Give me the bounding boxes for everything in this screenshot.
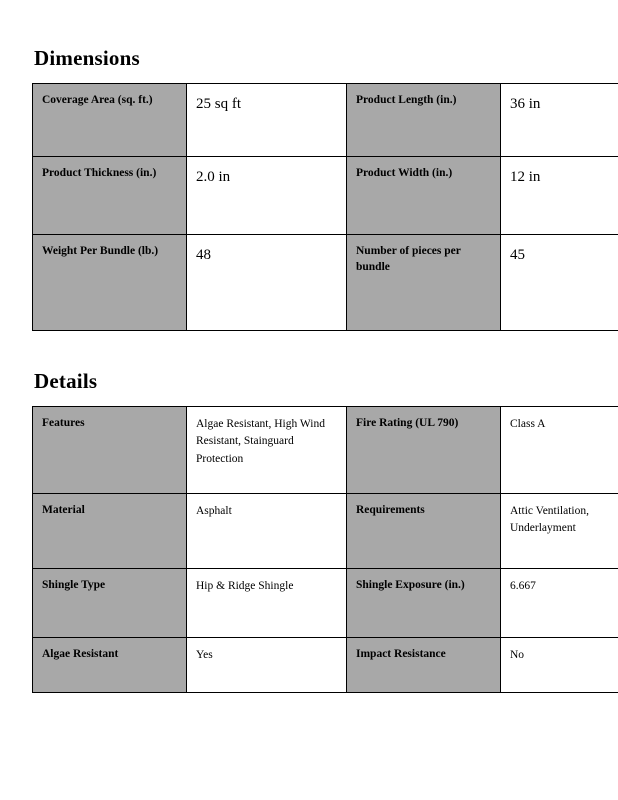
details-value-fire-rating: Class A: [501, 407, 618, 494]
details-table: [32, 406, 618, 693]
details-value-features: Algae Resistant, High Wind Resistant, Stainguard Protection: [187, 407, 347, 494]
table-row: [33, 157, 618, 235]
details-label-algae-resistant: Algae Resistant: [33, 638, 187, 693]
details-label-fire-rating: Fire Rating (UL 790): [347, 407, 501, 494]
dimensions-value-weight-per-bundle: 48: [187, 235, 347, 331]
dimensions-label-pieces-per-bundle: Number of pieces per bundle: [347, 235, 501, 331]
dimensions-label-weight-per-bundle: Weight Per Bundle (lb.): [33, 235, 187, 331]
table-row: [33, 638, 618, 693]
dimensions-label-coverage-area: Coverage Area (sq. ft.): [33, 84, 187, 157]
table-row: [33, 407, 618, 494]
dimensions-value-coverage-area: 25 sq ft: [187, 84, 347, 157]
details-value-algae-resistant: Yes: [187, 638, 347, 693]
details-label-features: Features: [33, 407, 187, 494]
dimensions-label-product-thickness: Product Thickness (in.): [33, 157, 187, 235]
table-row: [33, 494, 618, 569]
details-label-impact-resistance: Impact Resistance: [347, 638, 501, 693]
details-value-shingle-exposure: 6.667: [501, 569, 618, 638]
dimensions-value-product-thickness: 2.0 in: [187, 157, 347, 235]
details-label-material: Material: [33, 494, 187, 569]
table-row: [33, 569, 618, 638]
details-label-shingle-exposure: Shingle Exposure (in.): [347, 569, 501, 638]
dimensions-label-product-length: Product Length (in.): [347, 84, 501, 157]
details-value-shingle-type: Hip & Ridge Shingle: [187, 569, 347, 638]
dimensions-value-product-length: 36 in: [501, 84, 618, 157]
dimensions-value-product-width: 12 in: [501, 157, 618, 235]
dimensions-label-product-width: Product Width (in.): [347, 157, 501, 235]
details-label-requirements: Requirements: [347, 494, 501, 569]
details-value-impact-resistance: No: [501, 638, 618, 693]
table-row: [33, 235, 618, 331]
dimensions-table: [32, 83, 618, 331]
dimensions-value-pieces-per-bundle: 45: [501, 235, 618, 331]
details-label-shingle-type: Shingle Type: [33, 569, 187, 638]
table-row: [33, 84, 618, 157]
details-value-requirements: Attic Ventilation, Underlayment: [501, 494, 618, 569]
page-title-details: Details: [34, 369, 98, 393]
page-title-dimensions: Dimensions: [34, 46, 140, 70]
details-value-material: Asphalt: [187, 494, 347, 569]
